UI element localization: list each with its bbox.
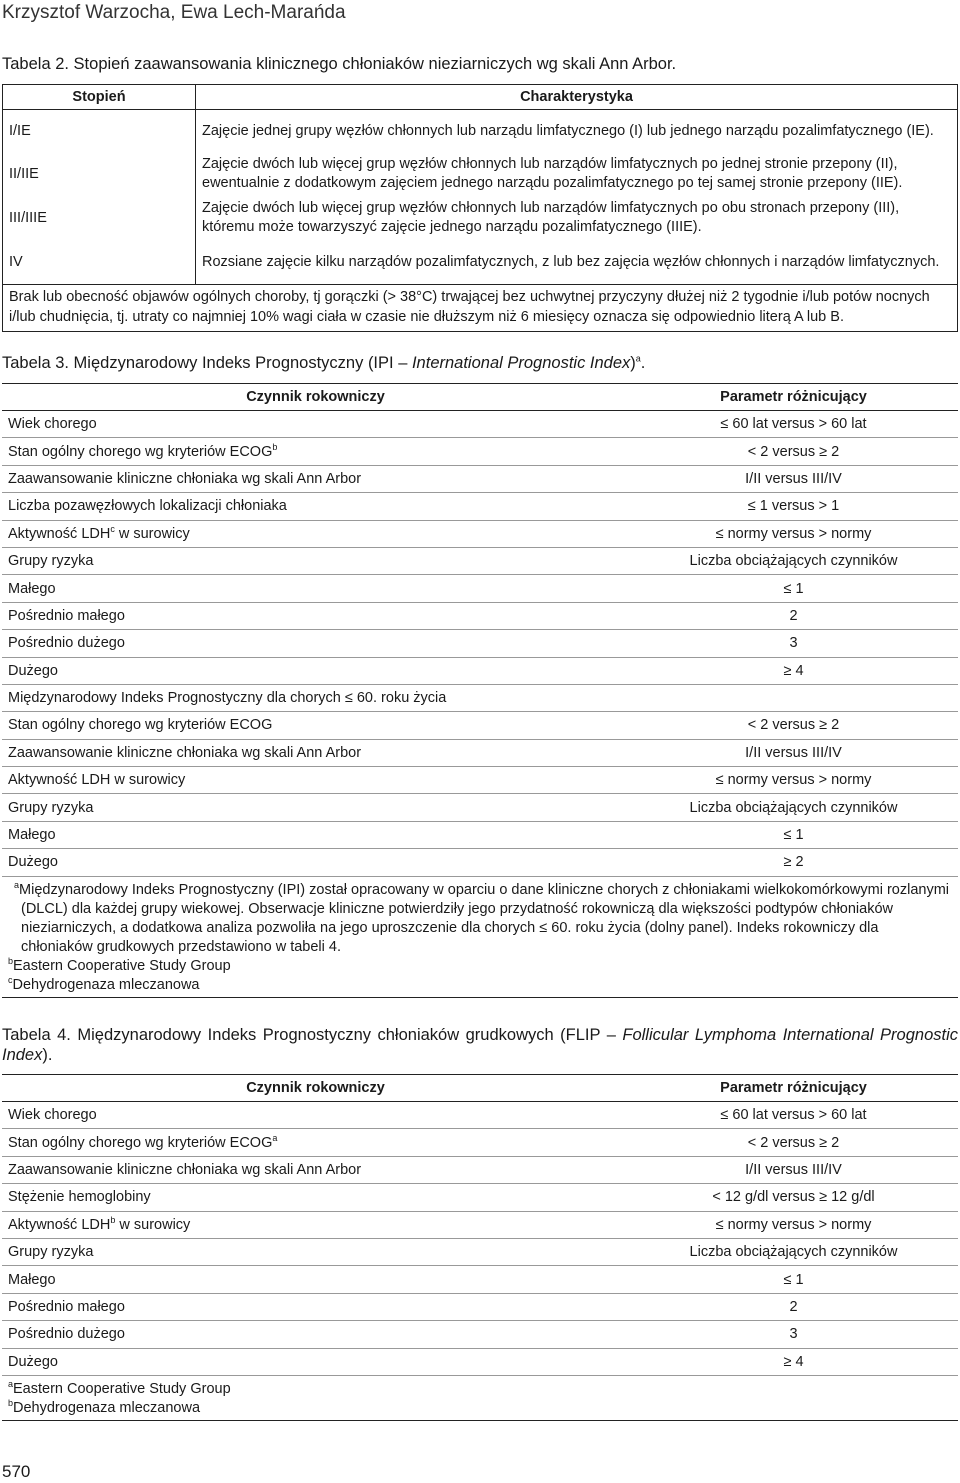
param-cell: < 2 versus ≥ 2 (629, 438, 958, 465)
factor-cell: Grupy ryzyka (2, 794, 629, 821)
factor-cell: Dużego (2, 657, 629, 684)
param-cell: ≤ 1 (629, 575, 958, 602)
table2-description: Zajęcie dwóch lub więcej grup węzłów chłonnych lub narządów limfatycznych po obu stronach przepony (III), któremu może towarzyszyć zajęcie jednego narządu pozalimfatycznego (IIIE). (196, 196, 958, 240)
table3-notes-row (2, 876, 958, 997)
factor-cell: Aktywność LDH$^c$ w surowicy (2, 520, 629, 547)
table2-footer-row (3, 285, 958, 332)
param-cell: ≤ 1 versus > 1 (629, 493, 958, 520)
table2-footnote: Brak lub obecność objawów ogólnych choroby, tj gorączki (> 38°C) trwającej bez uchwytnej przyczyny dłużej niż 2 tygodnie i/lub potów nocnych i/lub chudnięcia, tj. utraty co najmniej 10% wagi ciała w czasie nie dłuższym niż 6 miesięcy oznacza się odpowiednio literą A lub B. (3, 285, 958, 332)
factor-cell: Stan ogólny chorego wg kryteriów ECOG$^a$ (2, 1129, 629, 1156)
table-row (2, 465, 958, 492)
param-cell: < 12 g/dl versus ≥ 12 g/dl (629, 1184, 958, 1211)
table-row (2, 547, 958, 574)
param-cell: ≤ 1 (629, 821, 958, 848)
table4-notes-row (2, 1375, 958, 1420)
table-row (2, 575, 958, 602)
factor-cell: Grupy ryzyka (2, 1238, 629, 1265)
table-row (2, 438, 958, 465)
table3-caption-end: . (640, 354, 646, 372)
factor-cell: Pośrednio dużego (2, 1321, 629, 1348)
factor-cell: Aktywność LDH$^b$ w surowicy (2, 1211, 629, 1238)
table-row (2, 1321, 958, 1348)
table4-body (2, 1102, 958, 1376)
table-row (2, 712, 958, 739)
param-cell: Liczba obciążających czynników (629, 794, 958, 821)
table-row (2, 602, 958, 629)
table3-caption-italic: International Prognostic Index (411, 354, 631, 372)
factor-cell: Stężenie hemoglobiny (2, 1184, 629, 1211)
table-row (2, 1211, 958, 1238)
table2-stage: I/IE (3, 110, 196, 153)
factor-cell: Międzynarodowy Indeks Prognostyczny dla chorych ≤ 60. roku życia (2, 684, 629, 711)
factor-cell: Zaawansowanie kliniczne chłoniaka wg skali Ann Arbor (2, 1156, 629, 1183)
factor-cell: Małego (2, 575, 629, 602)
table4-caption-italic: Follicular Lymphoma International Prognostic Index (2, 1026, 958, 1064)
factor-cell: Małego (2, 821, 629, 848)
table4-header-factor: Czynnik rokowniczy (2, 1075, 629, 1102)
table3-body (2, 411, 958, 877)
param-cell: 2 (629, 1293, 958, 1320)
table4-notes (2, 1375, 958, 1420)
table4-caption-suffix: ). (42, 1046, 53, 1064)
table4-header-row (2, 1075, 958, 1102)
factor-cell: Wiek chorego (2, 411, 629, 438)
param-cell: ≤ 60 lat versus > 60 lat (629, 1102, 958, 1129)
running-header-authors: Krzysztof Warzocha, Ewa Lech-Marańda (2, 2, 346, 23)
factor-cell: Wiek chorego (2, 1102, 629, 1129)
param-cell: 3 (629, 630, 958, 657)
table3-caption-prefix: Tabela 3. Międzynarodowy Indeks Prognostyczny (IPI – (2, 354, 412, 372)
param-cell: ≥ 4 (629, 657, 958, 684)
factor-cell: Dużego (2, 849, 629, 876)
param-cell: I/II versus III/IV (629, 465, 958, 492)
table3-header-factor: Czynnik rokowniczy (2, 384, 629, 411)
param-cell: < 2 versus ≥ 2 (629, 712, 958, 739)
table4-caption (2, 1025, 958, 1065)
param-cell: ≤ 60 lat versus > 60 lat (629, 411, 958, 438)
table4-note-b: $^b$Dehydrogenaza mleczanowa (8, 1398, 201, 1416)
factor-cell: Pośrednio małego (2, 602, 629, 629)
factor-cell: Aktywność LDH w surowicy (2, 767, 629, 794)
table-row (2, 739, 958, 766)
table-row (2, 1266, 958, 1293)
param-cell: Liczba obciążających czynników (629, 547, 958, 574)
table4-caption-prefix: Tabela 4. Międzynarodowy Indeks Prognostyczny chłoniaków grudkowych (FLIP – (2, 1026, 623, 1044)
factor-cell: Zaawansowanie kliniczne chłoniaka wg skali Ann Arbor (2, 465, 629, 492)
table3-caption-suffix: ) (630, 354, 636, 372)
table3-caption-sup: a (635, 353, 641, 364)
table-row (2, 1238, 958, 1265)
table2-stage: II/IIE (3, 152, 196, 196)
table2-description: Rozsiane zajęcie kilku narządów pozalimfatycznych, z lub bez zajęcia węzłów chłonnych i narządów limfatycznych. (196, 240, 958, 285)
table-row (2, 1102, 958, 1129)
table2-header-characteristics: Charakterystyka (196, 85, 958, 110)
table-row (2, 493, 958, 520)
param-cell: I/II versus III/IV (629, 1156, 958, 1183)
param-cell: 2 (629, 602, 958, 629)
table2-stage: IV (3, 240, 196, 285)
table3-caption (2, 353, 645, 373)
param-cell: ≤ normy versus > normy (629, 767, 958, 794)
param-cell: ≤ normy versus > normy (629, 520, 958, 547)
param-cell: ≤ normy versus > normy (629, 1211, 958, 1238)
table2-row (3, 240, 958, 285)
table-row (2, 630, 958, 657)
table-row (2, 1293, 958, 1320)
factor-cell: Pośrednio małego (2, 1293, 629, 1320)
factor-cell: Stan ogólny chorego wg kryteriów ECOG (2, 712, 629, 739)
table3-header-param: Parametr różnicujący (629, 384, 958, 411)
table4-flipi (2, 1074, 958, 1421)
table3-note-c: $^c$Dehydrogenaza mleczanowa (8, 974, 200, 993)
param-cell: 3 (629, 1321, 958, 1348)
table2-row (3, 110, 958, 153)
table-row (2, 684, 958, 711)
table4-header-param: Parametr różnicujący (629, 1075, 958, 1102)
param-cell: Liczba obciążających czynników (629, 1238, 958, 1265)
table3-notes (2, 876, 958, 997)
factor-cell: Stan ogólny chorego wg kryteriów ECOG$^b$ (2, 438, 629, 465)
factor-cell: Małego (2, 1266, 629, 1293)
param-cell: ≤ 1 (629, 1266, 958, 1293)
param-cell: ≥ 4 (629, 1348, 958, 1375)
factor-cell: Liczba pozawęzłowych lokalizacji chłoniaka (2, 493, 629, 520)
table2-header-row (3, 85, 958, 110)
table2-row (3, 196, 958, 240)
table-row (2, 1129, 958, 1156)
table-row (2, 520, 958, 547)
table2-ann-arbor-staging (2, 84, 958, 332)
table-row (2, 821, 958, 848)
table2-header-stage: Stopień (3, 85, 196, 110)
page-number: 570 (2, 1462, 31, 1481)
table3-note-a: $^a$Międzynarodowy Indeks Prognostyczny (IPI) został opracowany w oparciu o dane kliniczne chorych z chłoniakami wielkokomórkowymi rozlanymi (DLCL) dla każdej grupy wiekowej. Obserwacje kliniczne potwierdziły jego przydatność rokowniczą dla większości podtypów chłoniaków nieziarniczych, a dodatkowa analiza pozwoliła na jego uproszczenie dla chorych ≤ 60. roku życia (dolny panel). Indeks rokowniczy dla chłoniaków grudkowych przedstawiono w tabeli 4. (14, 879, 950, 955)
table-row (2, 1348, 958, 1375)
table2-stage: III/IIIE (3, 196, 196, 240)
param-cell: I/II versus III/IV (629, 739, 958, 766)
factor-cell: Grupy ryzyka (2, 547, 629, 574)
table2-description: Zajęcie jednej grupy węzłów chłonnych lub narządu limfatycznego (I) lub jednego narządu pozalimfatycznego (IE). (196, 110, 958, 153)
param-cell (629, 684, 958, 711)
table3-header-row (2, 384, 958, 411)
table-row (2, 849, 958, 876)
table3-note-b: $^b$Eastern Cooperative Study Group (8, 955, 231, 974)
table3-ipi (2, 383, 958, 998)
param-cell: < 2 versus ≥ 2 (629, 1129, 958, 1156)
table-row (2, 1156, 958, 1183)
table-row (2, 794, 958, 821)
table-row (2, 657, 958, 684)
table-row (2, 767, 958, 794)
factor-cell: Dużego (2, 1348, 629, 1375)
table-row (2, 411, 958, 438)
param-cell: ≥ 2 (629, 849, 958, 876)
table2-row (3, 152, 958, 196)
table2-caption: Tabela 2. Stopień zaawansowania klinicznego chłoniaków nieziarniczych wg skali Ann Arbor. (2, 55, 677, 73)
factor-cell: Pośrednio dużego (2, 630, 629, 657)
factor-cell: Zaawansowanie kliniczne chłoniaka wg skali Ann Arbor (2, 739, 629, 766)
table4-note-a: $^a$Eastern Cooperative Study Group (8, 1379, 231, 1397)
table2-description: Zajęcie dwóch lub więcej grup węzłów chłonnych lub narządów limfatycznych po jednej stronie przepony (II), ewentualnie z dodatkowym zajęciem jednego narządu pozalimfatycznego po tej samej stronie przepony (IIE). (196, 152, 958, 196)
table-row (2, 1184, 958, 1211)
